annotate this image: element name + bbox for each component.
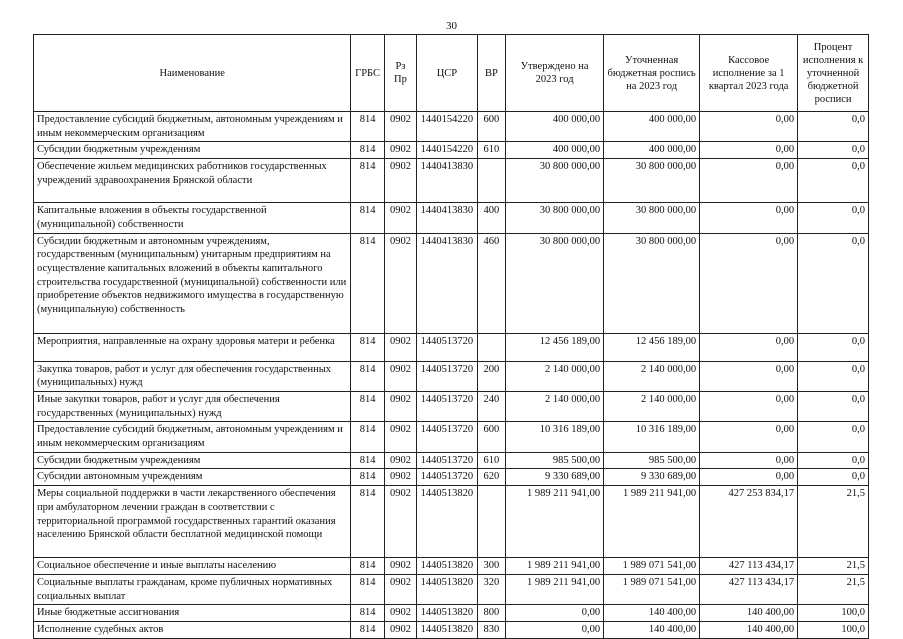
cell-name: Мероприятия, направленные на охрану здоровья матери и ребенка [34, 333, 351, 361]
cell-percent: 0,0 [798, 469, 869, 486]
cell-grbs: 814 [351, 333, 384, 361]
cell-vr: 400 [477, 203, 505, 233]
cell-percent: 100,0 [798, 621, 869, 638]
header-rzpr: Рз Пр [384, 35, 416, 112]
cell-percent: 0,0 [798, 112, 869, 142]
cell-revised: 985 500,00 [604, 452, 700, 469]
cell-rzpr: 0902 [384, 621, 416, 638]
cell-csr: 1440513720 [417, 469, 478, 486]
table-row [34, 469, 869, 486]
cell-csr: 1440513720 [417, 422, 478, 452]
table-row [34, 233, 869, 333]
table-row [34, 486, 869, 558]
header-csr: ЦСР [417, 35, 478, 112]
cell-csr: 1440413830 [417, 203, 478, 233]
cell-cash: 140 400,00 [700, 621, 798, 638]
cell-revised: 9 330 689,00 [604, 469, 700, 486]
cell-approved: 1 989 211 941,00 [506, 486, 604, 558]
cell-approved: 9 330 689,00 [506, 469, 604, 486]
cell-percent: 0,0 [798, 233, 869, 333]
table-row [34, 422, 869, 452]
cell-vr: 800 [477, 605, 505, 622]
cell-percent: 0,0 [798, 391, 869, 421]
cell-csr: 1440154220 [417, 142, 478, 159]
cell-revised: 12 456 189,00 [604, 333, 700, 361]
cell-vr [477, 486, 505, 558]
cell-name: Субсидии автономным учреждениям [34, 469, 351, 486]
cell-name: Меры социальной поддержки в части лекарственного обеспечения при амбулаторном лечении граждан в соответствии с территориальной программой государственных гарантий оказания населению Брянской области бесплатной медицинской помощи [34, 486, 351, 558]
cell-vr: 300 [477, 558, 505, 575]
cell-grbs: 814 [351, 112, 384, 142]
cell-vr: 620 [477, 469, 505, 486]
cell-rzpr: 0902 [384, 333, 416, 361]
cell-name: Капитальные вложения в объекты государственной (муниципальной) собственности [34, 203, 351, 233]
cell-approved: 1 989 211 941,00 [506, 558, 604, 575]
cell-name: Закупка товаров, работ и услуг для обеспечения государственных (муниципальных) нужд [34, 361, 351, 391]
cell-cash: 427 113 434,17 [700, 558, 798, 575]
cell-percent: 0,0 [798, 333, 869, 361]
cell-approved: 10 316 189,00 [506, 422, 604, 452]
cell-vr: 460 [477, 233, 505, 333]
cell-grbs: 814 [351, 233, 384, 333]
cell-grbs: 814 [351, 203, 384, 233]
cell-csr: 1440513720 [417, 452, 478, 469]
cell-approved: 0,00 [506, 605, 604, 622]
cell-revised: 2 140 000,00 [604, 361, 700, 391]
cell-grbs: 814 [351, 361, 384, 391]
table-row [34, 452, 869, 469]
cell-grbs: 814 [351, 159, 384, 203]
cell-cash: 427 253 834,17 [700, 486, 798, 558]
cell-rzpr: 0902 [384, 422, 416, 452]
cell-csr: 1440513720 [417, 391, 478, 421]
header-percent: Процент исполнения к уточненной бюджетной росписи [798, 35, 869, 112]
cell-cash: 0,00 [700, 361, 798, 391]
cell-approved: 30 800 000,00 [506, 233, 604, 333]
cell-revised: 2 140 000,00 [604, 391, 700, 421]
cell-vr: 240 [477, 391, 505, 421]
cell-approved: 30 800 000,00 [506, 203, 604, 233]
cell-rzpr: 0902 [384, 469, 416, 486]
cell-grbs: 814 [351, 469, 384, 486]
cell-cash: 0,00 [700, 159, 798, 203]
cell-cash: 0,00 [700, 452, 798, 469]
cell-rzpr: 0902 [384, 574, 416, 604]
cell-revised: 400 000,00 [604, 112, 700, 142]
cell-csr: 1440513820 [417, 621, 478, 638]
cell-name: Обеспечение жильем медицинских работников государственных учреждений здравоохранения Брянской области [34, 159, 351, 203]
cell-vr: 600 [477, 112, 505, 142]
header-name: Наименование [34, 35, 351, 112]
cell-grbs: 814 [351, 422, 384, 452]
cell-csr: 1440513720 [417, 361, 478, 391]
cell-percent: 0,0 [798, 361, 869, 391]
cell-vr: 200 [477, 361, 505, 391]
cell-csr: 1440513820 [417, 574, 478, 604]
cell-approved: 400 000,00 [506, 142, 604, 159]
cell-csr: 1440154220 [417, 112, 478, 142]
header-cash: Кассовое исполнение за 1 квартал 2023 года [700, 35, 798, 112]
cell-grbs: 814 [351, 621, 384, 638]
cell-approved: 2 140 000,00 [506, 361, 604, 391]
cell-vr [477, 159, 505, 203]
cell-percent: 21,5 [798, 486, 869, 558]
cell-cash: 0,00 [700, 391, 798, 421]
cell-cash: 0,00 [700, 469, 798, 486]
cell-vr: 610 [477, 142, 505, 159]
cell-cash: 427 113 434,17 [700, 574, 798, 604]
cell-revised: 140 400,00 [604, 605, 700, 622]
cell-cash: 0,00 [700, 142, 798, 159]
cell-name: Предоставление субсидий бюджетным, автономным учреждениям и иным некоммерческим организациям [34, 112, 351, 142]
cell-approved: 0,00 [506, 621, 604, 638]
cell-revised: 30 800 000,00 [604, 159, 700, 203]
cell-approved: 30 800 000,00 [506, 159, 604, 203]
cell-rzpr: 0902 [384, 558, 416, 575]
header-grbs: ГРБС [351, 35, 384, 112]
table-row [34, 558, 869, 575]
cell-approved: 2 140 000,00 [506, 391, 604, 421]
table-row [34, 333, 869, 361]
cell-approved: 400 000,00 [506, 112, 604, 142]
table-row [34, 605, 869, 622]
header-row [34, 35, 869, 112]
budget-table [33, 34, 869, 639]
table-row [34, 203, 869, 233]
cell-percent: 0,0 [798, 422, 869, 452]
header-revised: Уточненная бюджетная роспись на 2023 год [604, 35, 700, 112]
cell-name: Исполнение судебных актов [34, 621, 351, 638]
table-row [34, 621, 869, 638]
cell-cash: 140 400,00 [700, 605, 798, 622]
cell-name: Предоставление субсидий бюджетным, автономным учреждениям и иным некоммерческим организациям [34, 422, 351, 452]
cell-percent: 21,5 [798, 558, 869, 575]
cell-grbs: 814 [351, 452, 384, 469]
header-approved: Утверждено на 2023 год [506, 35, 604, 112]
cell-vr [477, 333, 505, 361]
cell-name: Социальное обеспечение и иные выплаты населению [34, 558, 351, 575]
cell-revised: 1 989 071 541,00 [604, 574, 700, 604]
cell-grbs: 814 [351, 486, 384, 558]
cell-approved: 12 456 189,00 [506, 333, 604, 361]
cell-name: Иные бюджетные ассигнования [34, 605, 351, 622]
cell-name: Субсидии бюджетным и автономным учреждениям, государственным (муниципальным) унитарным предприятиям на осуществление капитальных вложений в объекты капитального строительства государственной (муниципальной) собственности или приобретение объектов недвижимого имущества в государственную (муниципальную) собственность [34, 233, 351, 333]
cell-grbs: 814 [351, 142, 384, 159]
cell-revised: 30 800 000,00 [604, 203, 700, 233]
cell-csr: 1440413830 [417, 233, 478, 333]
cell-rzpr: 0902 [384, 452, 416, 469]
table-row [34, 391, 869, 421]
cell-rzpr: 0902 [384, 159, 416, 203]
header-vr: ВР [477, 35, 505, 112]
cell-cash: 0,00 [700, 112, 798, 142]
cell-vr: 610 [477, 452, 505, 469]
cell-vr: 320 [477, 574, 505, 604]
cell-revised: 400 000,00 [604, 142, 700, 159]
cell-approved: 985 500,00 [506, 452, 604, 469]
cell-revised: 140 400,00 [604, 621, 700, 638]
cell-revised: 10 316 189,00 [604, 422, 700, 452]
cell-csr: 1440413830 [417, 159, 478, 203]
cell-rzpr: 0902 [384, 605, 416, 622]
cell-percent: 0,0 [798, 159, 869, 203]
table-row [34, 361, 869, 391]
table-row [34, 142, 869, 159]
table-row [34, 112, 869, 142]
cell-rzpr: 0902 [384, 233, 416, 333]
cell-grbs: 814 [351, 391, 384, 421]
cell-rzpr: 0902 [384, 486, 416, 558]
cell-csr: 1440513820 [417, 558, 478, 575]
cell-rzpr: 0902 [384, 361, 416, 391]
cell-cash: 0,00 [700, 233, 798, 333]
cell-name: Субсидии бюджетным учреждениям [34, 142, 351, 159]
cell-grbs: 814 [351, 574, 384, 604]
cell-percent: 100,0 [798, 605, 869, 622]
cell-name: Субсидии бюджетным учреждениям [34, 452, 351, 469]
table-row [34, 574, 869, 604]
cell-revised: 30 800 000,00 [604, 233, 700, 333]
cell-cash: 0,00 [700, 203, 798, 233]
cell-revised: 1 989 071 541,00 [604, 558, 700, 575]
cell-csr: 1440513820 [417, 605, 478, 622]
cell-percent: 21,5 [798, 574, 869, 604]
cell-percent: 0,0 [798, 452, 869, 469]
cell-rzpr: 0902 [384, 142, 416, 159]
cell-csr: 1440513720 [417, 333, 478, 361]
cell-name: Иные закупки товаров, работ и услуг для обеспечения государственных (муниципальных) нужд [34, 391, 351, 421]
cell-percent: 0,0 [798, 203, 869, 233]
page-number: 30 [446, 20, 457, 32]
cell-rzpr: 0902 [384, 203, 416, 233]
cell-approved: 1 989 211 941,00 [506, 574, 604, 604]
cell-cash: 0,00 [700, 333, 798, 361]
cell-csr: 1440513820 [417, 486, 478, 558]
cell-cash: 0,00 [700, 422, 798, 452]
cell-grbs: 814 [351, 558, 384, 575]
cell-rzpr: 0902 [384, 112, 416, 142]
cell-rzpr: 0902 [384, 391, 416, 421]
cell-revised: 1 989 211 941,00 [604, 486, 700, 558]
table-row [34, 159, 869, 203]
cell-vr: 830 [477, 621, 505, 638]
cell-name: Социальные выплаты гражданам, кроме публичных нормативных социальных выплат [34, 574, 351, 604]
cell-grbs: 814 [351, 605, 384, 622]
cell-percent: 0,0 [798, 142, 869, 159]
cell-vr: 600 [477, 422, 505, 452]
